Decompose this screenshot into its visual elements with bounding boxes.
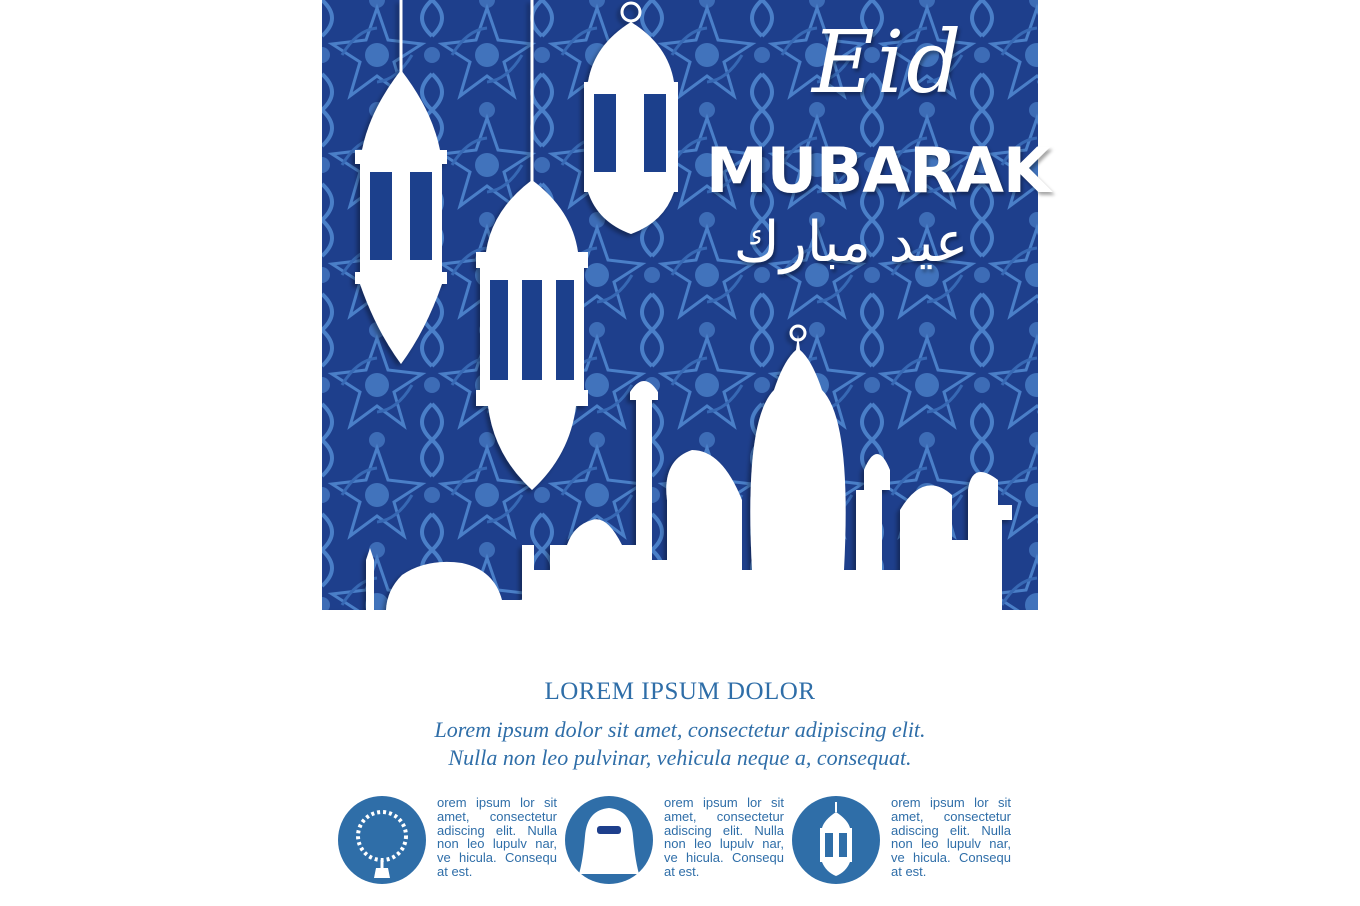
feature-text: orem ipsum lor sit amet, consectetur adiscing elit. Nulla non leo lupulv nar, ve hicula. Consequ at est.: [664, 795, 784, 879]
prayer-beads-icon: [338, 796, 426, 884]
lead-paragraph: [322, 716, 1038, 772]
feature-text: orem ipsum lor sit amet, consectetur adiscing elit. Nulla non leo lupulv nar, ve hicula. Consequ at est.: [437, 795, 557, 879]
eid-poster: [322, 0, 1051, 906]
lead-line-1: Lorem ipsum dolor sit amet, consectetur adipiscing elit.: [434, 717, 926, 742]
lead-line-2: Nulla non leo pulvinar, vehicula neque a, consequat.: [448, 745, 912, 770]
feature-text: orem ipsum lor sit amet, consectetur adiscing elit. Nulla non leo lupulv nar, ve hicula. Consequ at est.: [891, 795, 1011, 879]
arabic-greeting: عيد مبارك: [733, 210, 969, 275]
veiled-woman-icon: [565, 796, 653, 884]
hero-panel: [322, 0, 1051, 660]
lantern-icon: [792, 796, 880, 884]
eid-title: Eid: [812, 13, 964, 113]
feature-item-veiled-woman: [549, 795, 784, 888]
mubarak-title: MUBARAK: [706, 134, 1051, 207]
section-heading: LOREM IPSUM DOLOR: [544, 678, 816, 705]
feature-item-prayer-beads: [322, 795, 557, 888]
feature-item-lantern: [776, 795, 1011, 888]
